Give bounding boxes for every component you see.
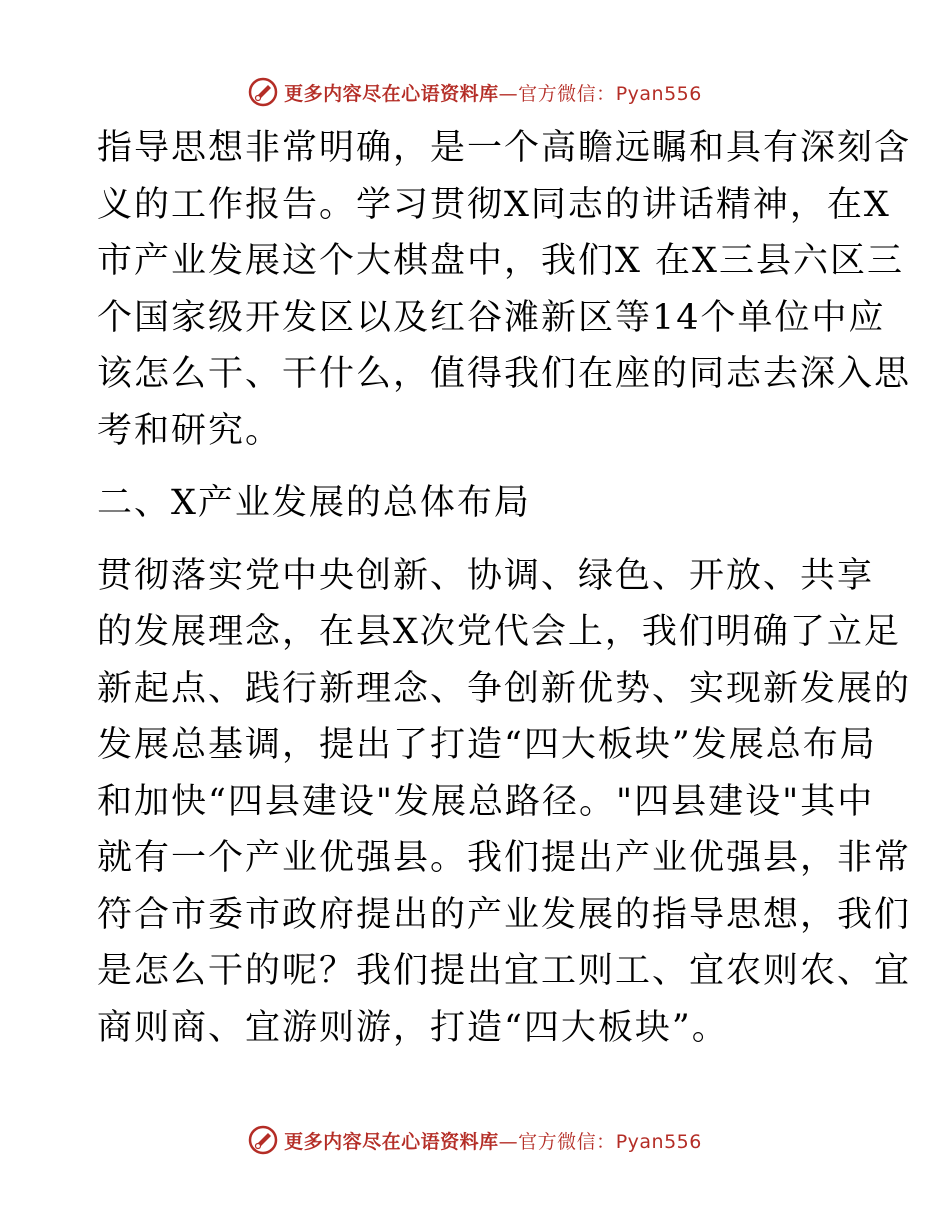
banner-site-name: 更多内容尽在心语资料库 (284, 1130, 499, 1153)
banner-wechat-id: Pyan556 (615, 82, 702, 105)
text-line: 市产业发展这个大棋盘中，我们X 在X三县六区三 (97, 241, 904, 281)
text-line: 义的工作报告。学习贯彻X同志的讲话精神，在X (97, 184, 891, 225)
text-line: 考和研究。 (97, 410, 283, 451)
section-heading: 二、X产业发展的总体布局 (97, 483, 531, 523)
header-banner (0, 72, 950, 112)
text-line: 该怎么干、干什么，值得我们在座的同志去深入思 (97, 354, 912, 394)
banner-site-name: 更多内容尽在心语资料库 (284, 82, 499, 105)
brand-logo-icon (248, 77, 278, 107)
text-line: 贯彻落实党中央创新、协调、绿色、开放、共享 (97, 555, 875, 596)
banner-wechat-label: 官方微信： (518, 82, 616, 105)
banner-wechat-label: 官方微信： (518, 1130, 616, 1153)
text-line: 就有一个产业优强县。我们提出产业优强县，非常 (97, 838, 912, 878)
text-line: 发展总基调，提出了打造“四大板块”发展总布局 (97, 725, 877, 765)
text-line: 和加快“四县建设"发展总路径。"四县建设"其中 (97, 781, 875, 822)
text-line: 是怎么干的呢？我们提出宜工则工、宜农则农、宜 (97, 951, 912, 991)
banner-wechat-id: Pyan556 (615, 1130, 702, 1153)
paragraph-2 (97, 548, 912, 1057)
text-line: 指导思想非常明确，是一个高瞻远瞩和具有深刻含 (97, 128, 912, 168)
footer-banner (0, 1120, 950, 1160)
text-line: 新起点、践行新理念、争创新优势、实现新发展的 (97, 668, 912, 709)
brand-logo-icon (248, 1125, 278, 1155)
banner-dash: — (498, 82, 519, 105)
text-line: 的发展理念，在县X次党代会上，我们明确了立足 (97, 612, 901, 652)
text-line: 符合市委市政府提出的产业发展的指导思想，我们 (97, 894, 912, 935)
banner-text (284, 1127, 702, 1154)
paragraph-1 (97, 120, 912, 459)
banner-text (284, 79, 702, 106)
text-line: 商则商、宜游则游，打造“四大板块”。 (97, 1007, 729, 1048)
banner-dash: — (498, 1130, 519, 1153)
document-body (97, 120, 912, 1056)
text-line: 个国家级开发区以及红谷滩新区等14个单位中应 (97, 297, 886, 338)
